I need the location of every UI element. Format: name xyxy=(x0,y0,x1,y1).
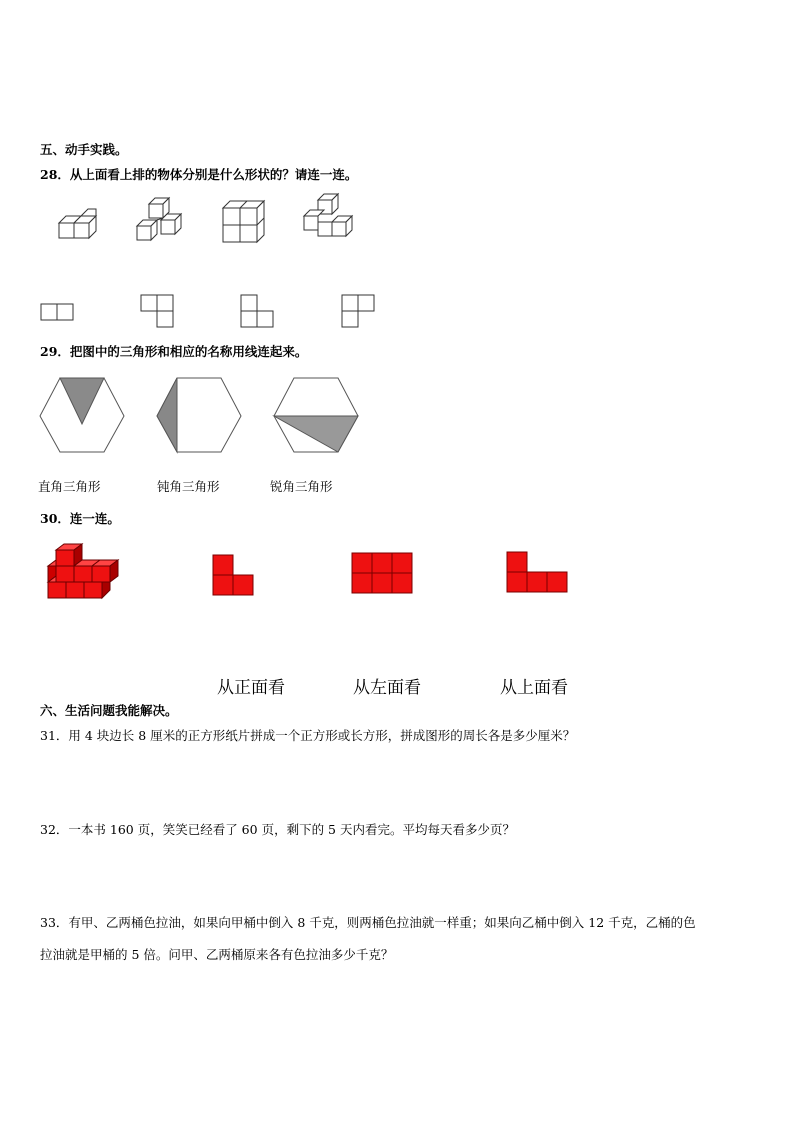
hexagon-right-triangle xyxy=(38,376,128,456)
red-view-l-shape-small xyxy=(212,554,256,596)
cube-group-3 xyxy=(220,198,270,244)
question-30-text: 30．连一连。 xyxy=(40,511,120,526)
label-front-view: 从正面看 xyxy=(217,678,285,698)
question-28-text: 28．从上面看上排的物体分别是什么形状的？请连一连。 xyxy=(40,167,358,182)
top-view-2 xyxy=(140,294,176,330)
cube-group-4 xyxy=(300,192,356,248)
cube-group-2 xyxy=(135,196,190,248)
top-view-4 xyxy=(341,294,377,330)
red-view-l-shape-wide xyxy=(506,551,570,595)
hexagon-acute-triangle xyxy=(272,376,362,456)
red-view-rectangle xyxy=(351,552,413,596)
label-top-view: 从上面看 xyxy=(500,678,568,698)
question-33-line-2: 拉油就是甲桶的 5 倍。问甲、乙两桶原来各有色拉油多少千克？ xyxy=(40,947,394,962)
top-view-1 xyxy=(40,303,76,323)
cube-group-1 xyxy=(55,205,105,245)
red-cube-solid xyxy=(44,542,128,604)
hexagon-obtuse-triangle xyxy=(155,376,245,456)
top-view-3 xyxy=(240,294,276,330)
section-5-title: 五、动手实践。 xyxy=(40,142,128,157)
label-left-view: 从左面看 xyxy=(353,678,421,698)
question-29-text: 29．把图中的三角形和相应的名称用线连起来。 xyxy=(40,344,308,359)
question-32-text: 32．一本书 160 页，笑笑已经看了 60 页，剩下的 5 天内看完。平均每天看多少页？ xyxy=(40,822,515,837)
label-right-triangle: 直角三角形 xyxy=(38,479,101,494)
question-33-line-1: 33．有甲、乙两桶色拉油，如果向甲桶中倒入 8 千克，则两桶色拉油就一样重；如果向乙桶中倒入 12 千克，乙桶的色 xyxy=(40,915,696,930)
section-6-title: 六、生活问题我能解决。 xyxy=(40,703,178,718)
label-acute-triangle: 锐角三角形 xyxy=(270,479,333,494)
question-31-text: 31．用 4 块边长 8 厘米的正方形纸片拼成一个正方形或长方形，拼成图形的周长各是多少厘米？ xyxy=(40,728,576,743)
label-obtuse-triangle: 钝角三角形 xyxy=(157,479,220,494)
